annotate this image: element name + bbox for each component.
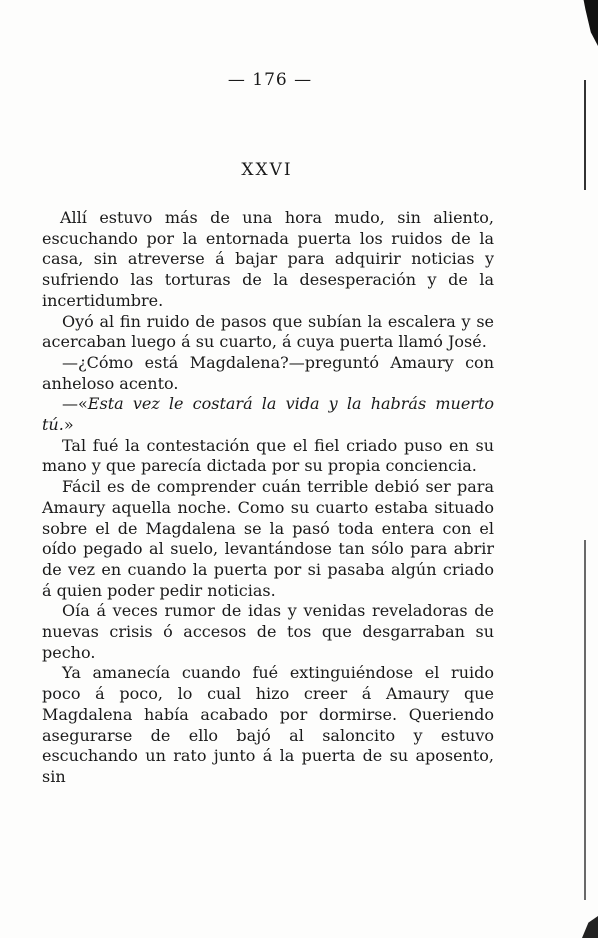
page-corner-shadow xyxy=(580,0,598,46)
paragraph-text: Oía á veces rumor de idas y venidas reveladoras de nuevas crisis ó accesos de tos que desgarraban su pecho. xyxy=(42,601,494,662)
paragraph xyxy=(42,353,494,394)
page-edge-decoration xyxy=(576,0,598,938)
page-number: — 176 — xyxy=(227,70,313,90)
paragraph-text: Tal fué la contestación que el fiel criado puso en su mano y que parecía dictada por su propia conciencia. xyxy=(42,435,494,476)
paragraph-text: Oyó al fin ruido de pasos que subían la escalera y se acercaban luego á su cuarto, á cuya puerta llamó José. xyxy=(42,311,494,352)
paragraph xyxy=(42,601,494,663)
paragraph xyxy=(42,436,494,477)
paragraph-text: » xyxy=(63,415,74,435)
paragraph xyxy=(42,208,494,312)
page-corner-shadow xyxy=(582,916,598,938)
binding-line xyxy=(584,540,586,900)
body-text xyxy=(42,208,494,788)
paragraph xyxy=(42,394,494,435)
paragraph-text: Fácil es de comprender cuán terrible debió ser para Amaury aquella noche. Como su cuarto estaba situado sobre el de Magdalena se la pasó toda entera con el oído pegado al suelo, levantándose tan sólo para abrir de vez en cuando la puerta por si pasaba algún criado á quien poder pedir noticias. xyxy=(42,477,494,600)
chapter-heading: XXVI xyxy=(241,160,293,180)
paragraph xyxy=(42,477,494,601)
paragraph-text: Allí estuvo más de una hora mudo, sin aliento, escuchando por la entornada puerta los ruidos de la casa, sin atreverse á bajar para adquirir noticias y sufriendo las torturas de la desesperación y de la incertidumbre. xyxy=(42,208,494,310)
binding-line xyxy=(584,80,586,190)
italic-text: Esta vez le costará la vida y la habrás muerto tú. xyxy=(42,394,494,435)
paragraph-text: Ya amanecía cuando fué extinguiéndose el ruido poco á poco, lo cual hizo creer á Amaury que Magdalena había acabado por dormirse. Queriendo asegurarse de ello bajó al saloncito y estuvo escuchando un rato junto á la puerta de su aposento, sin xyxy=(42,663,494,786)
paragraph xyxy=(42,312,494,353)
paragraph-text: —« xyxy=(62,394,88,414)
paragraph xyxy=(42,663,494,787)
paragraph-text: —¿Cómo está Magdalena?—preguntó Amaury con anheloso acento. xyxy=(42,352,494,393)
